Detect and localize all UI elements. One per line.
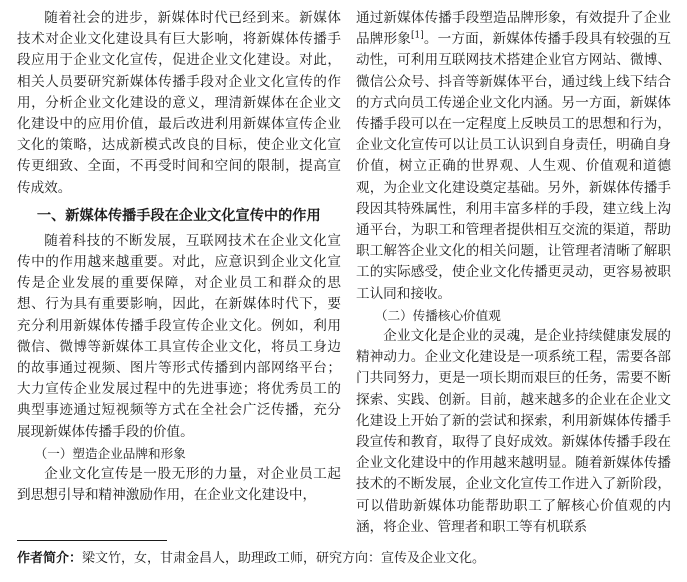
subsection-heading-2: （二）传播核心价值观 (374, 307, 501, 323)
subsection-paragraph-continued (356, 8, 671, 305)
section-heading: 一、新媒体传播手段在企业文化宣传中的作用 (36, 207, 321, 224)
author-bio-label: 作者简介： (17, 551, 83, 566)
section-paragraph: 随着科技的不断发展，互联网技术在企业文化宣传中的作用越来越重要。对此，应意识到企业文化宣传是企业发展的重要保障，对企业员工和群众的思想、行为具有重要影响，因此，在新媒体时代下，要充分利用新媒体传播手段宣传企业文化。例如，利用微信、微博等新媒体工具宣传企业文化，将员工身边的故事通过视频、图片等形式传播到内部网络平台；大力宣传企业发展过程中的先进事迹；将优秀员工的典型事迹通过短视频等方式在全社会广泛传播，充分展现新媒体传播手段的价值。 (17, 232, 341, 440)
subsection-heading-1: （一）塑造企业品牌和形象 (34, 445, 186, 461)
subsection-paragraph-2: 企业文化是企业的灵魂，是企业持续健康发展的精神动力。企业文化建设是一项系统工程，需要各部门共同努力，更是一项长期而艰巨的任务，需要不断探索、实践、创新。目前，越来越多的企业在企业文化建设上开始了新的尝试和探索，利用新媒体传播手段宣传和教育，取得了良好成效。新媒体传播手段在企业文化建设中的作用越来越明显。随着新媒体传播技术的不断发展，企业文化宣传工作进入了新阶段，可以借助新媒体功能帮助职工了解核心价值观的内涵，将企业、管理者和职工等有机联系 (356, 328, 671, 535)
reference-mark: [1] (410, 30, 424, 41)
paragraph-text-after-ref: 。一方面，新媒体传播手段具有较强的互动性，可利用互联网技术搭建企业官方网站、微博、微信公众号、抖音等新媒体平台，通过线上线下结合的方式向员工传递企业文化内涵。另一方面，新媒体传播手段可以在一定程度上反映员工的思想和行为，企业文化宣传可以让员工认识到自身责任，明确自身价值，树立正确的世界观、人生观、价值观和道德观，为企业文化建设奠定基础。另外，新媒体传播手段因其特殊属性，利用丰富多样的手段，建立线上沟通平台，为职工和管理者提供相互交流的渠道，帮助职工解答企业文化的相关问题，让管理者清晰了解职工的实际感受，使企业文化传播更灵动，更容易被职工认同和接收。 (356, 31, 672, 302)
footnote-divider (17, 540, 167, 541)
left-column (17, 8, 341, 506)
author-bio (17, 549, 485, 569)
intro-paragraph: 随着社会的进步，新媒体时代已经到来。新媒体技术对企业文化建设具有巨大影响，将新媒体传播手段应用于企业文化宣传，促进企业文化建设。对此，相关人员要研究新媒体传播手段对企业文化宣传的作用，分析企业文化建设的意义，理清新媒体在企业文化建设中的应用价值，最后改进利用新媒体宣传企业文化的策略，达成新模式改良的目标，使企业文化宣传更细致、全面，不再受时间和空间的限制，提高宣传成效。 (17, 10, 341, 196)
subsection-paragraph-start: 企业文化宣传是一股无形的力量，对企业员工起到思想引导和精神激励作用，在企业文化建设中， (17, 466, 341, 504)
author-bio-text: 梁文竹，女，甘肃金昌人，助理政工师，研究方向：宣传及企业文化。 (82, 551, 486, 566)
paragraph-text-before-ref: 通过新媒体传播手段塑造品牌形象，有效提升了企业品牌形象 (356, 10, 671, 48)
right-column (356, 8, 671, 538)
